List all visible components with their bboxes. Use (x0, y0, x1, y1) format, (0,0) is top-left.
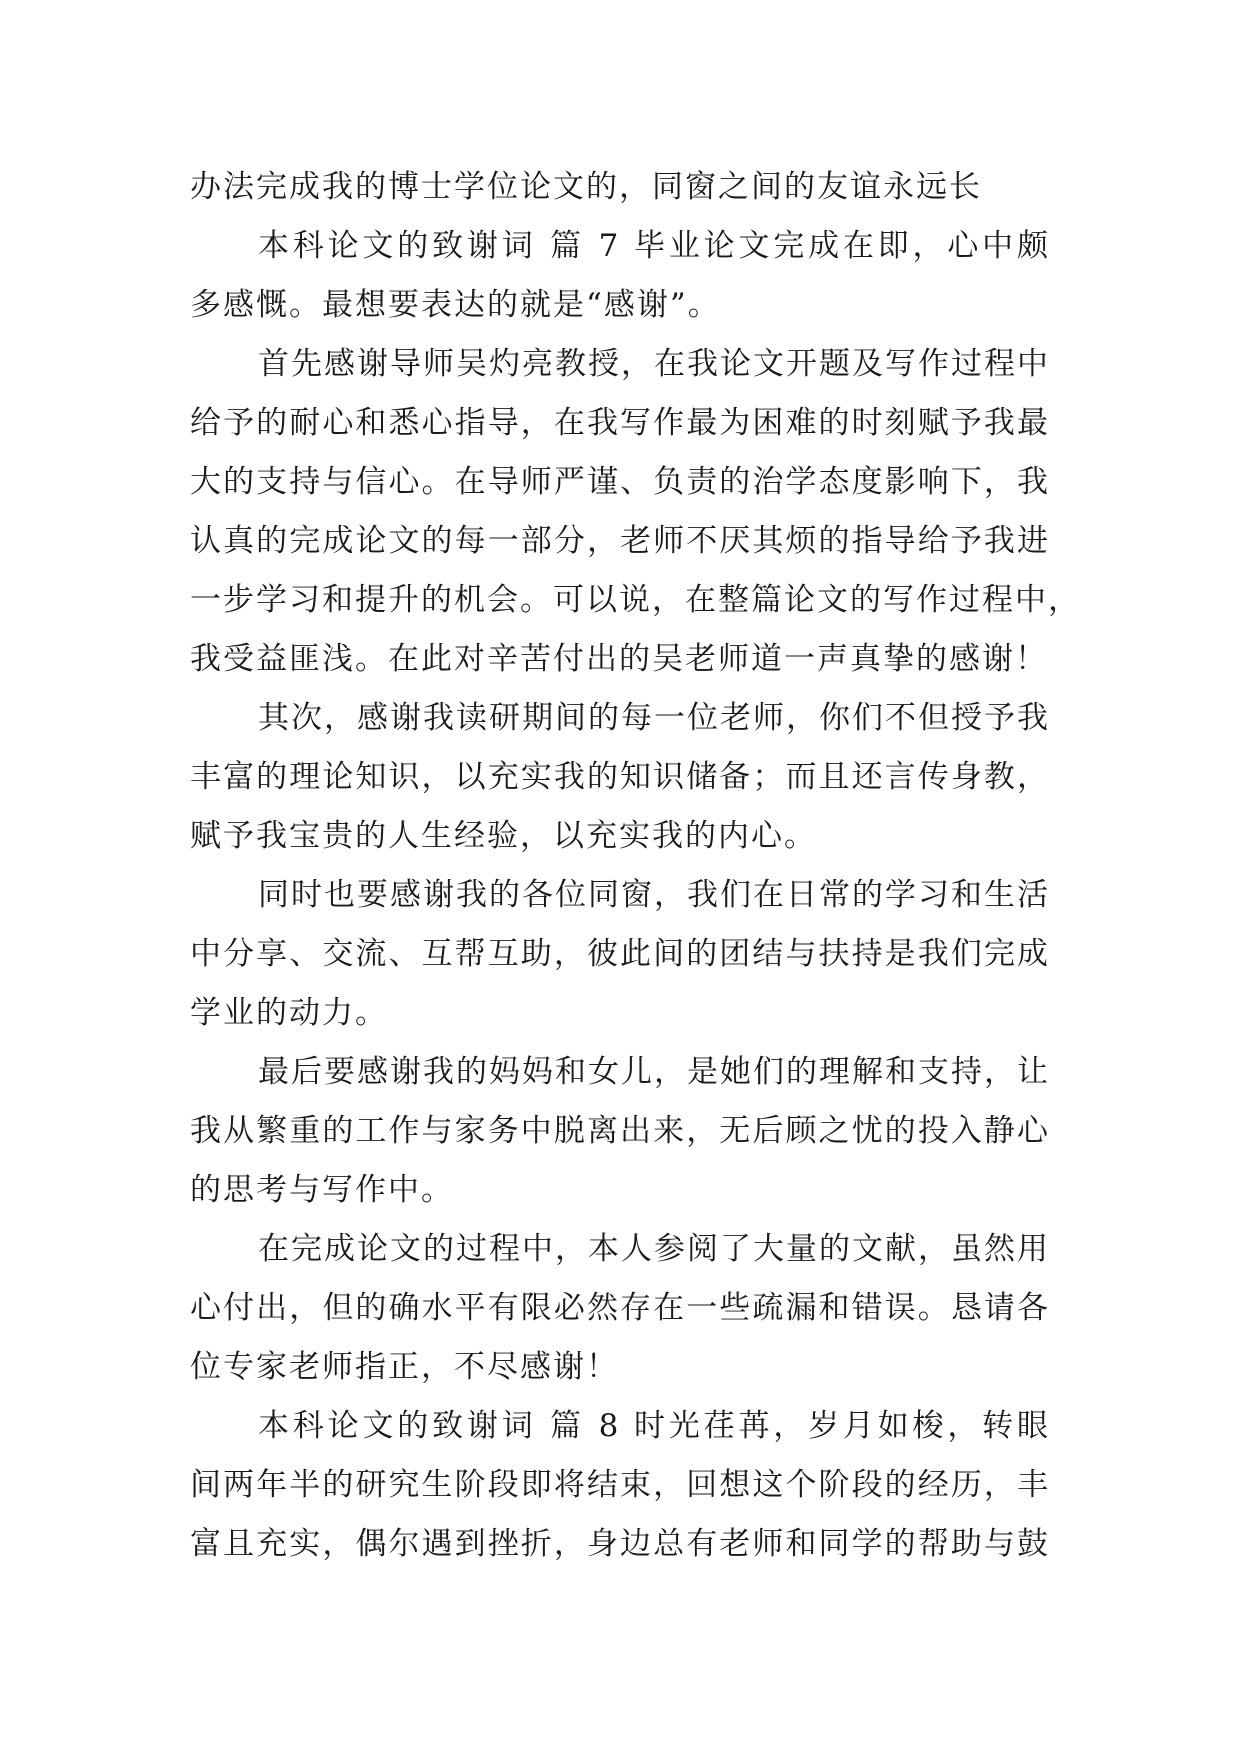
text-line: 赋予我宝贵的人生经验，以充实我的内心。 (190, 818, 817, 854)
document-body (190, 158, 1081, 1574)
text-line: 学业的动力。 (190, 995, 388, 1031)
text-line: 心付出，但的确水平有限必然存在一些疏漏和错误。恳请各 (190, 1290, 1050, 1326)
text-line: 本科论文的致谢词 篇 8 时光荏苒，岁月如梭，转眼 (258, 1408, 1050, 1444)
text-line: 丰富的理论知识，以充实我的知识储备；而且还言传身教， (190, 759, 1050, 795)
text-line: 的思考与写作中。 (190, 1172, 454, 1208)
text-line: 认真的完成论文的每一部分，老师不厌其烦的指导给予我进 (190, 523, 1050, 559)
text-line: 其次，感谢我读研期间的每一位老师，你们不但授予我 (258, 700, 1050, 736)
text-line: 一步学习和提升的机会。可以说，在整篇论文的写作过程中， (190, 582, 1081, 618)
text-line: 间两年半的研究生阶段即将结束，回想这个阶段的经历，丰 (190, 1467, 1050, 1503)
text-line: 同时也要感谢我的各位同窗，我们在日常的学习和生活 (258, 877, 1050, 913)
text-line: 首先感谢导师吴灼亮教授，在我论文开题及写作过程中 (258, 346, 1050, 382)
text-line: 最后要感谢我的妈妈和女儿，是她们的理解和支持，让 (258, 1054, 1050, 1090)
text-line: 中分享、交流、互帮互助，彼此间的团结与扶持是我们完成 (190, 936, 1050, 972)
text-line: 办法完成我的博士学位论文的，同窗之间的友谊永远长 (190, 169, 982, 205)
text-line: 在完成论文的过程中，本人参阅了大量的文献，虽然用 (258, 1231, 1050, 1267)
text-line: 给予的耐心和悉心指导，在我写作最为困难的时刻赋予我最 (190, 405, 1050, 441)
text-line: 富且充实，偶尔遇到挫折，身边总有老师和同学的帮助与鼓 (190, 1526, 1050, 1562)
text-line: 我从繁重的工作与家务中脱离出来，无后顾之忧的投入静心 (190, 1113, 1050, 1149)
text-line: 我受益匪浅。在此对辛苦付出的吴老师道一声真挚的感谢！ (190, 641, 1048, 677)
text-line: 大的支持与信心。在导师严谨、负责的治学态度影响下，我 (190, 464, 1050, 500)
text-line: 位专家老师指正，不尽感谢！ (190, 1349, 619, 1385)
text-line: 多感慨。最想要表达的就是“感谢”。 (190, 287, 721, 323)
text-line: 本科论文的致谢词 篇 7 毕业论文完成在即，心中颇 (258, 228, 1050, 264)
